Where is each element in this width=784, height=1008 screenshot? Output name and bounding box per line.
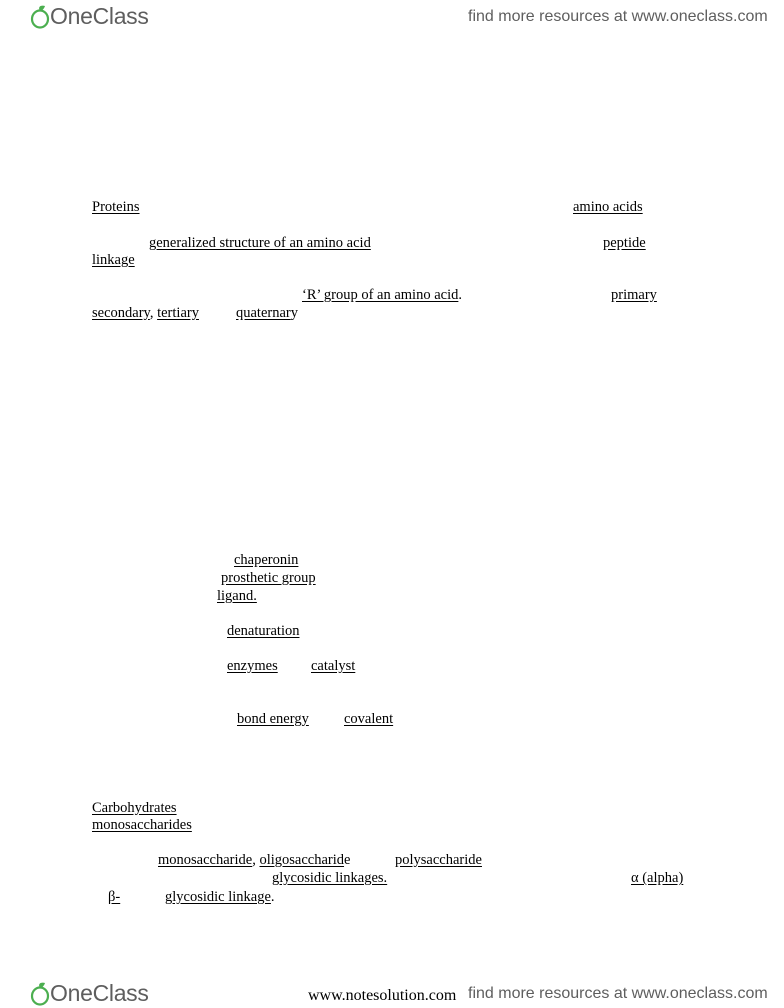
term-quaternary-line <box>236 305 298 322</box>
term-ligand: ligand. <box>217 588 257 604</box>
footer-resources-link[interactable]: find more resources at www.oneclass.com <box>468 985 768 1002</box>
term-peptide: peptide <box>603 235 646 251</box>
term-oligosaccharide: oligosaccharid <box>259 852 345 868</box>
footer-logo-text: OneClass <box>50 980 149 1006</box>
term-catalyst: catalyst <box>311 658 356 674</box>
term-oligosaccharide-end: e <box>344 852 351 868</box>
term-bond-energy: bond energy <box>237 711 309 727</box>
term-glycosidic-linkage-line <box>165 889 275 906</box>
term-beta: β- <box>108 889 121 905</box>
oneclass-logo[interactable] <box>30 3 149 30</box>
term-generalized-structure: generalized structure of an amino acid <box>149 235 371 251</box>
header-resources-link[interactable]: find more resources at www.oneclass.com <box>468 8 768 25</box>
logo-text: OneClass <box>50 3 149 29</box>
term-amino-acids: amino acids <box>573 199 643 215</box>
term-tertiary: tertiary <box>157 305 199 321</box>
term-monosaccharide: monosaccharide <box>158 852 253 868</box>
glycosidic-linkage-period: . <box>270 889 275 905</box>
term-prosthetic-group: prosthetic group <box>221 570 316 586</box>
footer-source-url[interactable]: www.notesolution.com <box>308 987 457 1004</box>
term-chaperonin: chaperonin <box>234 552 299 568</box>
term-secondary: secondary <box>92 305 150 321</box>
saccharide-types-line <box>158 852 350 869</box>
term-alpha: α (alpha) <box>631 870 684 886</box>
term-carbohydrates: Carbohydrates <box>92 800 177 816</box>
term-linkage: linkage <box>92 252 135 268</box>
term-r-group-line <box>302 287 462 304</box>
term-primary: primary <box>611 287 657 303</box>
footer-oneclass-logo[interactable] <box>30 980 149 1007</box>
term-glycosidic-linkage: glycosidic linkage <box>165 889 271 905</box>
term-enzymes: enzymes <box>227 658 278 674</box>
structure-levels-line <box>92 305 199 322</box>
term-r-group: ‘R’ group of an amino acid <box>302 287 459 303</box>
r-group-period: . <box>458 287 462 303</box>
term-monosaccharides: monosaccharides <box>92 817 192 833</box>
leaf-icon <box>30 982 50 1006</box>
term-proteins: Proteins <box>92 199 140 215</box>
term-quaternary-end: y <box>290 305 298 321</box>
term-quaternary: quaternar <box>236 305 291 321</box>
comma-2: , <box>252 852 256 868</box>
comma-1: , <box>149 305 154 321</box>
term-glycosidic-linkages: glycosidic linkages. <box>272 870 388 886</box>
term-polysaccharide: polysaccharide <box>395 852 482 868</box>
term-covalent: covalent <box>344 711 394 727</box>
term-denaturation: denaturation <box>227 623 300 639</box>
leaf-icon <box>30 5 50 29</box>
